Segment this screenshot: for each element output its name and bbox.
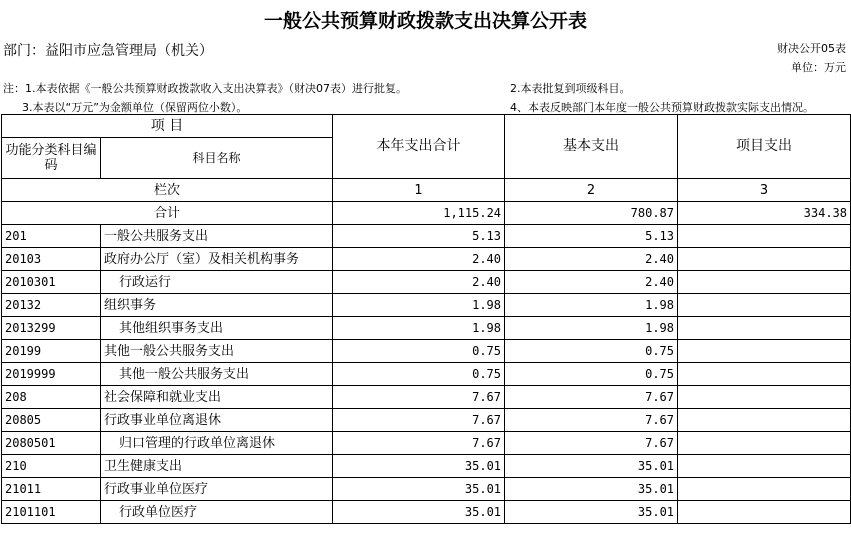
unit-label: 单位：万元 [791, 61, 846, 74]
table-row [2, 386, 851, 409]
table-row [2, 363, 851, 386]
row-subject-name: 行政运行 [101, 271, 333, 294]
col-number-2: 2 [505, 179, 678, 202]
row-total: 1.98 [333, 317, 505, 340]
col-number-3: 3 [678, 179, 851, 202]
sum-row [2, 202, 851, 225]
row-subject-name: 政府办公厅（室）及相关机构事务 [101, 248, 333, 271]
row-project [678, 386, 851, 409]
department-label: 部门：益阳市应急管理局（机关） [3, 43, 213, 59]
row-total: 7.67 [333, 386, 505, 409]
row-basic: 7.67 [505, 432, 678, 455]
row-code: 2101101 [2, 501, 101, 524]
table-row [2, 294, 851, 317]
table-row [2, 432, 851, 455]
row-total: 7.67 [333, 409, 505, 432]
sum-label: 合计 [2, 202, 333, 225]
row-basic: 1.98 [505, 294, 678, 317]
row-project [678, 409, 851, 432]
row-code: 21011 [2, 478, 101, 501]
row-total: 35.01 [333, 478, 505, 501]
row-code: 2019999 [2, 363, 101, 386]
row-total: 2.40 [333, 271, 505, 294]
col-number-1: 1 [333, 179, 505, 202]
row-basic: 35.01 [505, 501, 678, 524]
row-basic: 7.67 [505, 386, 678, 409]
report-title: 一般公共预算财政拨款支出决算公开表 [263, 10, 587, 32]
row-project [678, 248, 851, 271]
table-row [2, 409, 851, 432]
note-1: 注：1.本表依据《一般公共预算财政拨款收入支出决算表》（财决07表）进行批复。 [3, 82, 407, 95]
note-2: 2.本表批复到项级科目。 [510, 82, 631, 95]
row-subject-name: 其他组织事务支出 [101, 317, 333, 340]
row-code: 2010301 [2, 271, 101, 294]
row-basic: 35.01 [505, 455, 678, 478]
row-subject-name: 行政事业单位离退休 [101, 409, 333, 432]
row-basic: 0.75 [505, 363, 678, 386]
subject-name-header: 科目名称 [101, 138, 333, 179]
sum-project: 334.38 [678, 202, 851, 225]
row-project [678, 271, 851, 294]
row-subject-name: 其他一般公共服务支出 [101, 363, 333, 386]
note-4: 4、本表反映部门本年度一般公共预算财政拨款实际支出情况。 [510, 101, 814, 114]
basic-header: 基本支出 [505, 115, 678, 179]
row-code: 210 [2, 455, 101, 478]
row-code: 208 [2, 386, 101, 409]
form-id-label: 财决公开05表 [777, 42, 846, 55]
row-project [678, 225, 851, 248]
row-project [678, 340, 851, 363]
row-basic: 5.13 [505, 225, 678, 248]
header-row-1 [2, 115, 851, 138]
row-subject-name: 组织事务 [101, 294, 333, 317]
row-code: 2080501 [2, 432, 101, 455]
table-row [2, 501, 851, 524]
row-subject-name: 社会保障和就业支出 [101, 386, 333, 409]
row-basic: 2.40 [505, 248, 678, 271]
row-project [678, 478, 851, 501]
row-subject-name: 行政单位医疗 [101, 501, 333, 524]
table-row [2, 271, 851, 294]
row-total: 35.01 [333, 455, 505, 478]
row-subject-name: 行政事业单位医疗 [101, 478, 333, 501]
row-project [678, 294, 851, 317]
row-project [678, 432, 851, 455]
row-subject-name: 一般公共服务支出 [101, 225, 333, 248]
row-code: 20805 [2, 409, 101, 432]
table-row [2, 225, 851, 248]
table-row [2, 340, 851, 363]
column-label: 栏次 [2, 179, 333, 202]
column-number-row [2, 179, 851, 202]
row-project [678, 317, 851, 340]
table-row [2, 248, 851, 271]
row-total: 5.13 [333, 225, 505, 248]
row-total: 7.67 [333, 432, 505, 455]
row-code: 20132 [2, 294, 101, 317]
row-basic: 2.40 [505, 271, 678, 294]
row-project [678, 363, 851, 386]
sum-basic: 780.87 [505, 202, 678, 225]
item-header: 项 目 [2, 115, 333, 138]
row-project [678, 501, 851, 524]
table-row [2, 478, 851, 501]
project-header: 项目支出 [678, 115, 851, 179]
row-basic: 0.75 [505, 340, 678, 363]
row-basic: 35.01 [505, 478, 678, 501]
row-total: 1.98 [333, 294, 505, 317]
row-basic: 7.67 [505, 409, 678, 432]
row-basic: 1.98 [505, 317, 678, 340]
total-header: 本年支出合计 [333, 115, 505, 179]
row-code: 201 [2, 225, 101, 248]
table-row [2, 317, 851, 340]
row-subject-name: 归口管理的行政单位离退休 [101, 432, 333, 455]
note-3: 3.本表以“万元”为金额单位（保留两位小数）。 [22, 101, 248, 114]
row-code: 2013299 [2, 317, 101, 340]
func-code-header: 功能分类科目编码 [2, 138, 101, 179]
row-subject-name: 其他一般公共服务支出 [101, 340, 333, 363]
row-subject-name: 卫生健康支出 [101, 455, 333, 478]
expenditure-table [1, 114, 851, 524]
row-total: 2.40 [333, 248, 505, 271]
row-total: 35.01 [333, 501, 505, 524]
row-total: 0.75 [333, 363, 505, 386]
row-code: 20199 [2, 340, 101, 363]
row-total: 0.75 [333, 340, 505, 363]
table-row [2, 455, 851, 478]
row-code: 20103 [2, 248, 101, 271]
sum-total: 1,115.24 [333, 202, 505, 225]
row-project [678, 455, 851, 478]
